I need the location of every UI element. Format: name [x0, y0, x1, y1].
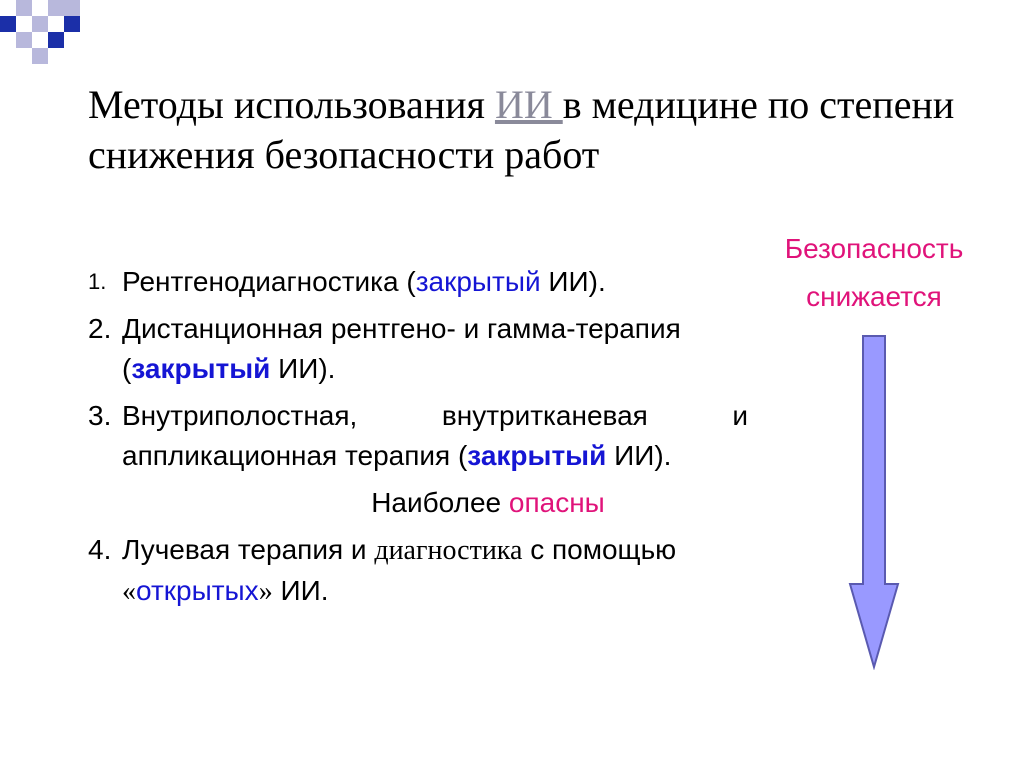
item-text: Внутриполостная, внутритканевая и аппликационная терапия (: [122, 400, 748, 471]
deco-square: [48, 32, 64, 48]
list-item: [88, 262, 748, 302]
safety-label: [748, 225, 1000, 321]
open-quote: «: [122, 576, 136, 607]
deco-square: [0, 16, 16, 32]
item-emphasis: закрытый: [131, 353, 271, 384]
item-number: 4.: [88, 534, 112, 565]
danger-note: [88, 483, 748, 523]
deco-square: [48, 0, 64, 16]
deco-square: [16, 0, 32, 16]
item-text: Дистанционная рентгено- и гамма-терапия (: [122, 313, 681, 384]
down-arrow-icon: [848, 334, 900, 670]
item-text-end: ИИ).: [270, 353, 336, 384]
item-text-end: ИИ).: [540, 266, 606, 297]
item-text: Рентгенодиагностика (: [122, 266, 416, 297]
item-text-mid: с помощью: [522, 534, 677, 565]
list-item: [88, 530, 748, 612]
close-quote: »: [258, 576, 273, 607]
deco-square: [32, 16, 48, 32]
item-serif-word: диагностика: [374, 535, 523, 566]
safety-label-line2: снижается: [806, 281, 942, 312]
title-text-1: Методы использования: [88, 82, 495, 127]
danger-highlight: опасны: [508, 487, 605, 518]
list-item: [88, 396, 748, 476]
deco-square: [32, 48, 48, 64]
item-emphasis: закрытый: [415, 266, 541, 297]
list-item: [88, 309, 748, 389]
item-number: 1.: [88, 269, 107, 294]
item-text-end: ИИ).: [606, 440, 672, 471]
danger-text: Наиболее: [371, 487, 509, 518]
deco-square: [64, 0, 80, 16]
deco-square: [16, 32, 32, 48]
item-emphasis: открытых: [136, 575, 259, 606]
methods-list: [88, 262, 748, 619]
title-text-2: в медицине по степени снижения безопасности работ: [88, 82, 955, 177]
deco-square: [64, 16, 80, 32]
item-number: 2.: [88, 313, 112, 344]
title-link-ii[interactable]: ИИ: [494, 82, 563, 127]
item-text: Лучевая терапия и: [122, 534, 375, 565]
item-emphasis: закрытый: [467, 440, 607, 471]
item-text-end: ИИ.: [272, 575, 329, 606]
corner-decoration: [0, 0, 84, 64]
slide-title: [88, 80, 968, 180]
item-number: 3.: [88, 400, 112, 431]
safety-label-line1: Безопасность: [784, 233, 964, 264]
